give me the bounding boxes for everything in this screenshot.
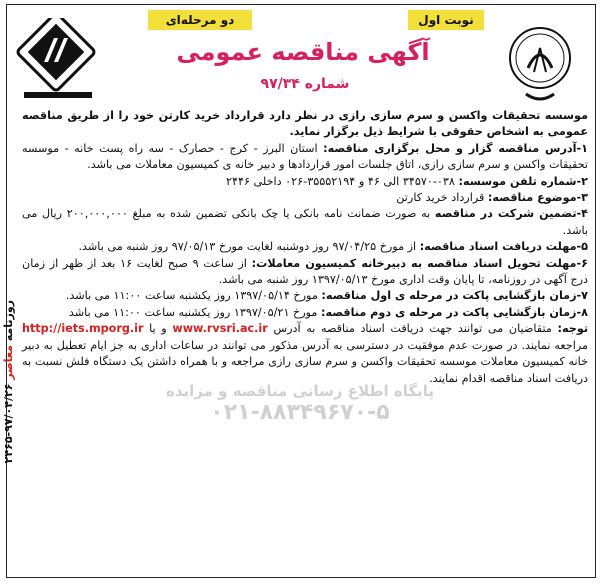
item-1-text: استان البرز - کرج - حصارک - سه راه پست خانه - موسسه تحقیقات واکسن و سرم سازی رازی، اتاق جلسات امور قراردادها و دبیر خانه ی کمیسیون معاملات می باشد. [22, 141, 588, 172]
item-6-label: ۶-مهلت تحویل اسناد مناقصه به دبیرخانه کمیسیون معاملات: [251, 256, 588, 270]
item-2-label: ۲-شماره تلفن موسسه: [458, 174, 588, 188]
page-title: آگهی مناقصه عمومی [176, 38, 430, 66]
watermark-phone: ۰۲۱-۸۸۳۴۹۶۷۰-۵ [210, 400, 390, 425]
badge-first-round: نوبت اول [408, 10, 484, 30]
item-5 [22, 239, 588, 255]
website-link-iets[interactable]: http://iets.mporg.ir [22, 322, 144, 336]
item-2-text: ۰۳۸-۳۴۵۷۰ الی ۴۶ و ۳۵۵۵۲۱۹۴-۰۲۶ داخلی ۲۴۴۶ [225, 174, 455, 188]
jahad-logo [504, 18, 576, 106]
item-2 [22, 174, 588, 190]
item-4 [22, 206, 588, 239]
side-strip-phone: ۹۷/۰۴/۲۶-۲۴۶۵ [2, 383, 15, 464]
item-5-text: از مورخ ۹۷/۰۴/۲۵ روز دوشنبه لغایت مورخ ۹۷/۰۵/۱۳ روز شنبه می باشد. [78, 240, 417, 254]
item-7-label: ۷-زمان بازگشایی پاکت در مرحله ی اول مناقصه: [321, 289, 588, 303]
item-5-label: ۵-مهلت دریافت اسناد مناقصه: [419, 240, 588, 254]
note-text-3: مراجعه نمایند. در صورت عدم موفقیت در دسترسی به آدرس مذکور می توانند در ساعات اداری به جز ایام تعطیل به دبیر خانه کمیسیون معاملات موسسه تحقیقات واکسن و سرم سازی رازی مراجعه و با همراه داشتن یک دستگاه فلش نسبت به دریافت اسناد مناقصه اقدام نمایند. [22, 338, 588, 385]
item-7-text: مورخ ۱۳۹۷/۰۵/۱۴ روز یکشنبه ساعت ۱۱:۰۰ می باشد. [65, 289, 318, 303]
item-7 [22, 288, 588, 304]
note-paragraph [22, 321, 588, 387]
item-3-label: ۳-موضوع مناقصه: [487, 191, 588, 205]
item-3-text: قرارداد خرید کارتن [396, 191, 485, 205]
side-strip-label: روزنامه [2, 300, 15, 342]
intro-paragraph [22, 108, 588, 141]
note-text-2: و یا [149, 322, 167, 336]
note-label: توجه: [557, 322, 589, 336]
item-8-label: ۸-زمان بازگشایی پاکت در مرحله ی دوم مناقصه: [320, 305, 588, 319]
item-1 [22, 141, 588, 174]
item-1-label: ۱-آدرس مناقصه گزار و محل برگزاری مناقصه: [323, 141, 588, 155]
item-8 [22, 305, 588, 321]
intro-text: موسسه تحقیقات واکسن و سرم سازی رازی در نظر دارد قرارداد خرید کارتن خود را از طریق مناقصه عمومی به اشخاص حقوقی با شرایط ذیل برگزار نماید. [22, 109, 588, 139]
item-4-label: ۴-تضمین شرکت در مناقصه [434, 207, 589, 221]
watermark-text: پایگاه اطلاع رسانی مناقصه و مزایده [166, 382, 434, 400]
item-3 [22, 190, 588, 206]
institute-logo [14, 18, 102, 106]
tender-number: شماره ۹۷/۳۴ [260, 76, 350, 92]
item-8-text: مورخ ۱۳۹۷/۰۵/۲۱ روز یکشنبه ساعت ۱۱:۰۰ می باشد [68, 305, 318, 319]
note-text-1: متقاضیان می توانند جهت دریافت اسناد مناقصه به آدرس [273, 322, 552, 336]
badge-two-stage: دو مرحله‌ای [148, 10, 252, 30]
item-4-text: به صورت ضمانت نامه بانکی یا چک بانکی تضمین شده به مبلغ ۲۰۰,۰۰۰,۰۰۰ ریال می باشد. [22, 207, 588, 237]
side-strip-accent: معاصر [2, 345, 15, 380]
item-6-text: از ساعت ۹ صبح لغایت ۱۶ بعد از ظهر از زمان درج آگهی در روزنامه، تا پایان وقت اداری مورخ ۱۳۹۷/۰۵/۱۳ روز شنبه می باشد. [22, 256, 588, 287]
side-strip [2, 300, 15, 580]
notice-body [22, 108, 588, 387]
website-link-rvsri[interactable]: www.rvsri.ac.ir [172, 322, 268, 336]
item-6 [22, 256, 588, 289]
